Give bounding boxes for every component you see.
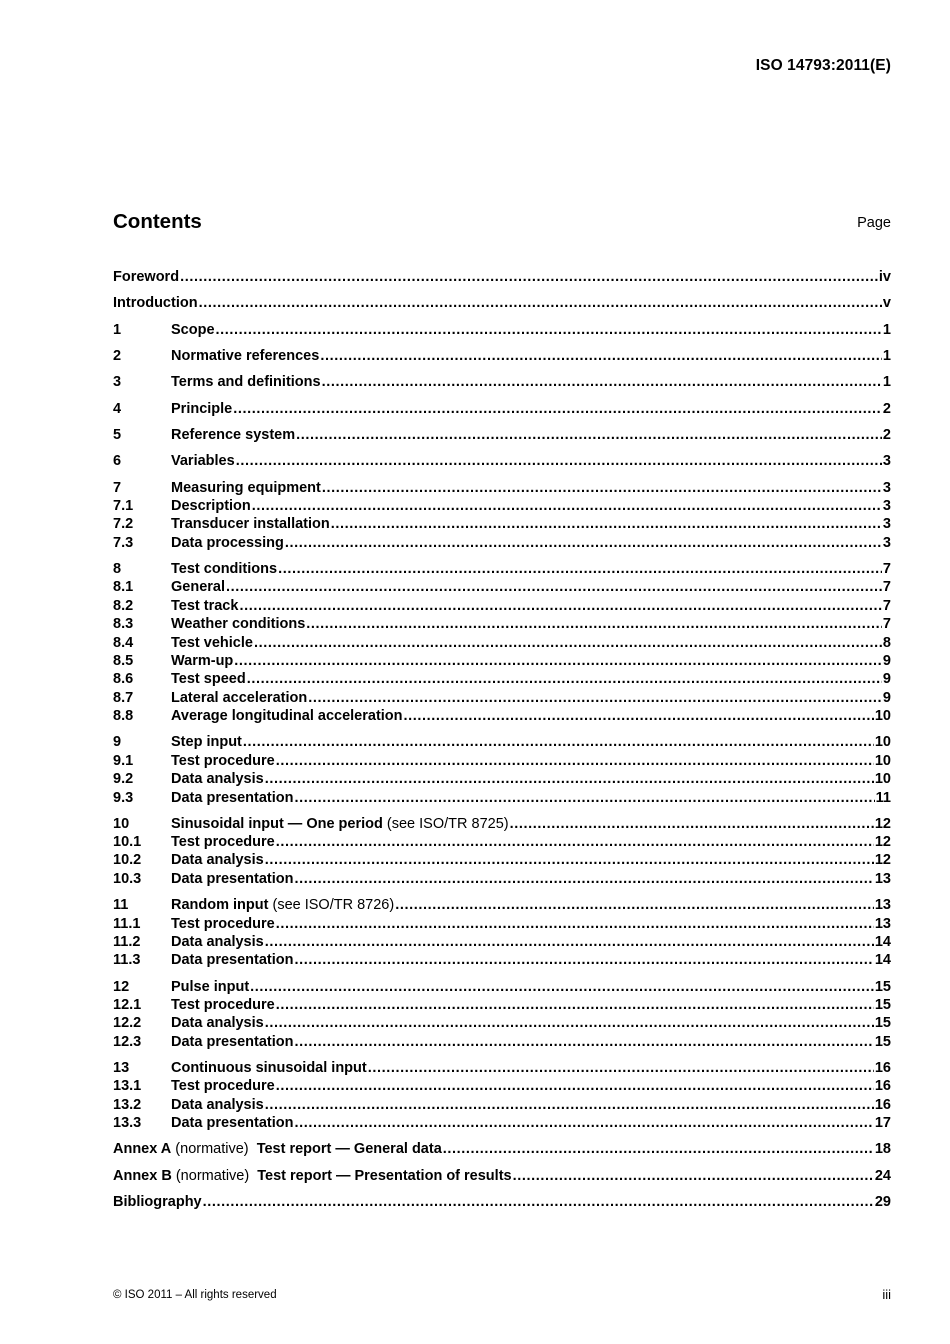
toc-entry-title-text: Test procedure bbox=[171, 997, 275, 1013]
toc-entry-title-text: Data presentation bbox=[171, 790, 294, 806]
toc-entry[interactable] bbox=[113, 515, 891, 533]
toc-entry-page: 1 bbox=[882, 374, 891, 390]
copyright-notice: © ISO 2011 – All rights reserved bbox=[113, 1289, 277, 1301]
toc-entry-number: 12 bbox=[113, 979, 130, 995]
dot-leader bbox=[247, 670, 882, 688]
toc-entry-title bbox=[171, 851, 264, 869]
toc-entry-page: 13 bbox=[874, 916, 891, 932]
dot-leader bbox=[296, 426, 882, 444]
dot-leader bbox=[216, 321, 882, 339]
toc-entry-title bbox=[171, 515, 330, 533]
toc-entry-title-text: Normative references bbox=[171, 348, 320, 364]
toc-entry-number: 4 bbox=[113, 401, 122, 417]
dot-leader bbox=[306, 615, 882, 633]
toc-entry-note: (see ISO/TR 8725) bbox=[382, 816, 509, 832]
dot-leader bbox=[513, 1167, 874, 1185]
toc-entry-title bbox=[171, 689, 307, 707]
toc-entry[interactable] bbox=[113, 652, 891, 670]
toc-entry[interactable] bbox=[113, 870, 891, 888]
toc-entry[interactable] bbox=[113, 933, 891, 951]
toc-entry-title bbox=[171, 1059, 367, 1077]
dot-leader bbox=[395, 896, 874, 914]
dot-leader bbox=[322, 479, 882, 497]
toc-entry-title bbox=[171, 321, 215, 339]
dot-leader bbox=[180, 268, 878, 286]
dot-leader bbox=[226, 578, 882, 596]
toc-entry-number: 8.2 bbox=[113, 598, 134, 614]
dot-leader bbox=[285, 534, 882, 552]
toc-entry-title bbox=[171, 707, 403, 725]
toc-entry[interactable] bbox=[113, 268, 891, 286]
toc-entry-title bbox=[113, 268, 179, 286]
toc-entry[interactable] bbox=[113, 1193, 891, 1211]
toc-entry-number: 10.3 bbox=[113, 871, 142, 887]
toc-entry-title-text: Description bbox=[171, 498, 251, 514]
dot-leader bbox=[404, 707, 874, 725]
toc-entry-page: 10 bbox=[874, 734, 891, 750]
toc-entry[interactable] bbox=[113, 426, 891, 444]
toc-entry-number: 13.2 bbox=[113, 1097, 142, 1113]
toc-entry-page: 16 bbox=[874, 1078, 891, 1094]
toc-entry-title bbox=[171, 1014, 264, 1032]
toc-entry-title-text: Terms and definitions bbox=[171, 374, 321, 390]
toc-entry-title bbox=[171, 951, 293, 969]
toc-entry-number: 7.1 bbox=[113, 498, 134, 514]
toc-entry-title-text: Lateral acceleration bbox=[171, 690, 308, 706]
toc-entry-title-text: Data presentation bbox=[171, 1115, 294, 1131]
toc-entry-page: 7 bbox=[882, 598, 891, 614]
toc-entry[interactable] bbox=[113, 896, 891, 914]
toc-entry-page: 8 bbox=[882, 635, 891, 651]
toc-entry-page: 3 bbox=[882, 480, 891, 496]
toc-entry-number: 11.3 bbox=[113, 952, 141, 968]
dot-leader bbox=[368, 1059, 874, 1077]
dot-leader bbox=[233, 400, 882, 418]
toc-entry-number: 9 bbox=[113, 734, 122, 750]
dot-leader bbox=[265, 851, 874, 869]
toc-entry-number: 8.3 bbox=[113, 616, 134, 632]
toc-entry-page: 12 bbox=[874, 816, 891, 832]
toc-entry-title bbox=[171, 373, 321, 391]
toc-entry-title-text: Test procedure bbox=[171, 834, 275, 850]
toc-entry-title bbox=[171, 770, 264, 788]
dot-leader bbox=[294, 789, 874, 807]
toc-entry-title bbox=[113, 1140, 442, 1158]
toc-entry-page: 10 bbox=[874, 753, 891, 769]
toc-entry-page: 13 bbox=[874, 871, 891, 887]
dot-leader bbox=[294, 951, 873, 969]
toc-entry-page: 29 bbox=[874, 1194, 891, 1210]
toc-entry[interactable] bbox=[113, 479, 891, 497]
toc-entry[interactable] bbox=[113, 1096, 891, 1114]
toc-entry[interactable] bbox=[113, 1077, 891, 1095]
toc-entry-number: 8 bbox=[113, 561, 122, 577]
toc-entry[interactable] bbox=[113, 789, 891, 807]
toc-entry-title bbox=[171, 1096, 264, 1114]
toc-entry-note: (see ISO/TR 8726) bbox=[268, 897, 395, 913]
dot-leader bbox=[243, 733, 874, 751]
document-id: ISO 14793:2011(E) bbox=[755, 57, 891, 74]
toc-entry-title bbox=[171, 426, 295, 444]
toc-entry-title bbox=[171, 996, 275, 1014]
toc-entry-page: 1 bbox=[882, 322, 891, 338]
toc-entry-title-text: Reference system bbox=[171, 427, 296, 443]
toc-entry-title bbox=[171, 652, 233, 670]
toc-entry[interactable] bbox=[113, 1033, 891, 1051]
toc-entry-title bbox=[171, 400, 232, 418]
toc-entry-number: 13.3 bbox=[113, 1115, 142, 1131]
toc-entry-title bbox=[171, 497, 251, 515]
toc-entry-title-text: Test procedure bbox=[171, 753, 275, 769]
toc-entry-number: 5 bbox=[113, 427, 122, 443]
toc-entry[interactable] bbox=[113, 452, 891, 470]
dot-leader bbox=[199, 294, 882, 312]
dot-leader bbox=[265, 770, 874, 788]
toc-entry-title-text: Pulse input bbox=[171, 979, 250, 995]
toc-entry-number: 10.1 bbox=[113, 834, 142, 850]
toc-entry-title bbox=[171, 597, 238, 615]
toc-entry-number: 11.2 bbox=[113, 934, 141, 950]
toc-entry-title-text: Transducer installation bbox=[171, 516, 330, 532]
toc-entry-title-text: Scope bbox=[171, 322, 215, 338]
toc-entry-title bbox=[171, 933, 264, 951]
toc-entry-title-text: Principle bbox=[171, 401, 233, 417]
toc-entry-page: 3 bbox=[882, 535, 891, 551]
toc-entry[interactable] bbox=[113, 770, 891, 788]
toc-entry-number: 9.2 bbox=[113, 771, 134, 787]
toc-entry-number: 9.3 bbox=[113, 790, 134, 806]
toc-entry-title bbox=[171, 670, 246, 688]
toc-entry-number: 7.2 bbox=[113, 516, 134, 532]
toc-entry[interactable] bbox=[113, 578, 891, 596]
toc-entry[interactable] bbox=[113, 1059, 891, 1077]
dot-leader bbox=[276, 996, 874, 1014]
dot-leader bbox=[276, 915, 874, 933]
toc-entry-number: 8.5 bbox=[113, 653, 134, 669]
toc-entry-title-text: General bbox=[171, 579, 225, 595]
toc-entry-title bbox=[171, 833, 275, 851]
annex-label: Annex A bbox=[113, 1141, 172, 1157]
toc-entry-number: 3 bbox=[113, 374, 122, 390]
toc-entry[interactable] bbox=[113, 373, 891, 391]
toc-entry[interactable] bbox=[113, 1167, 891, 1185]
toc-entry[interactable] bbox=[113, 1014, 891, 1032]
toc-entry-title-text: Data presentation bbox=[171, 871, 294, 887]
dot-leader bbox=[239, 597, 881, 615]
toc-entry-number: 8.8 bbox=[113, 708, 134, 724]
toc-entry-number: 8.6 bbox=[113, 671, 134, 687]
toc-entry[interactable] bbox=[113, 294, 891, 312]
toc-entry-page: 15 bbox=[874, 997, 891, 1013]
toc-entry-number: 1 bbox=[113, 322, 122, 338]
toc-entry-title-text: Data analysis bbox=[171, 1097, 264, 1113]
toc-entry-title-text: Data analysis bbox=[171, 934, 264, 950]
toc-entry-page: 7 bbox=[882, 616, 891, 632]
toc-entry-title-text: Data presentation bbox=[171, 1034, 294, 1050]
toc-entry-number: 11.1 bbox=[113, 916, 141, 932]
toc-entry[interactable] bbox=[113, 689, 891, 707]
toc-entry-title-text: Random input bbox=[171, 897, 269, 913]
toc-entry-page: 3 bbox=[882, 498, 891, 514]
toc-entry-title bbox=[171, 978, 249, 996]
toc-entry[interactable] bbox=[113, 347, 891, 365]
toc-entry[interactable] bbox=[113, 534, 891, 552]
toc-entry-title-text: Measuring equipment bbox=[171, 480, 321, 496]
toc-entry-title bbox=[171, 752, 275, 770]
toc-entry-page: 11 bbox=[875, 790, 891, 806]
toc-entry-title-text: Data analysis bbox=[171, 1015, 264, 1031]
toc-entry-number: 2 bbox=[113, 348, 122, 364]
toc-entry[interactable] bbox=[113, 597, 891, 615]
toc-entry-page: 2 bbox=[882, 427, 891, 443]
toc-entry-title bbox=[171, 615, 305, 633]
toc-entry-title bbox=[171, 534, 284, 552]
dot-leader bbox=[294, 870, 873, 888]
dot-leader bbox=[265, 933, 874, 951]
toc-entry-page: 12 bbox=[874, 852, 891, 868]
dot-leader bbox=[254, 634, 882, 652]
toc-entry-number: 11 bbox=[113, 897, 129, 913]
toc-entry-title bbox=[113, 294, 198, 312]
page-number: iii bbox=[882, 1287, 891, 1302]
toc-entry-number: 9.1 bbox=[113, 753, 134, 769]
toc-entry-page: 10 bbox=[874, 708, 891, 724]
toc-entry-title-text: Test speed bbox=[171, 671, 246, 687]
toc-entry-title bbox=[171, 452, 235, 470]
toc-entry-page: 16 bbox=[874, 1097, 891, 1113]
toc-entry[interactable] bbox=[113, 497, 891, 515]
toc-entry-number: 6 bbox=[113, 453, 122, 469]
dot-leader bbox=[234, 652, 882, 670]
toc-entry-page: v bbox=[882, 295, 891, 311]
toc-entry-page: 1 bbox=[882, 348, 891, 364]
toc-entry[interactable] bbox=[113, 815, 891, 833]
toc-entry-title-text: Variables bbox=[171, 453, 235, 469]
dot-leader bbox=[294, 1033, 873, 1051]
toc-entry[interactable] bbox=[113, 615, 891, 633]
annex-kind: (normative) bbox=[171, 1168, 258, 1184]
toc-entry[interactable] bbox=[113, 1140, 891, 1158]
dot-leader bbox=[331, 515, 882, 533]
toc-entry-number: 12.3 bbox=[113, 1034, 142, 1050]
toc-entry-title bbox=[171, 560, 277, 578]
toc-entry-title bbox=[171, 347, 319, 365]
dot-leader bbox=[308, 689, 882, 707]
toc-entry-title-text: Bibliography bbox=[113, 1194, 202, 1210]
toc-entry-page: 16 bbox=[874, 1060, 891, 1076]
toc-entry[interactable] bbox=[113, 752, 891, 770]
toc-entry-title-text: Test vehicle bbox=[171, 635, 253, 651]
toc-entry-page: 9 bbox=[882, 690, 891, 706]
toc-entry-title bbox=[113, 1193, 202, 1211]
toc-entry-title bbox=[171, 815, 509, 833]
toc-entry-title bbox=[171, 789, 293, 807]
toc-entry-title-text: Test procedure bbox=[171, 916, 275, 932]
toc-entry-page: 7 bbox=[882, 579, 891, 595]
dot-leader bbox=[250, 978, 874, 996]
toc-entry-title bbox=[171, 870, 293, 888]
dot-leader bbox=[510, 815, 874, 833]
toc-entry-page: 3 bbox=[882, 453, 891, 469]
toc-entry-title-text: Average longitudinal acceleration bbox=[171, 708, 403, 724]
dot-leader bbox=[265, 1014, 874, 1032]
dot-leader bbox=[252, 497, 882, 515]
dot-leader bbox=[276, 752, 874, 770]
toc-entry-page: 15 bbox=[874, 1015, 891, 1031]
toc-entry[interactable] bbox=[113, 851, 891, 869]
toc-entry[interactable] bbox=[113, 321, 891, 339]
toc-entry-title bbox=[171, 1033, 293, 1051]
toc-entry[interactable] bbox=[113, 634, 891, 652]
toc-entry[interactable] bbox=[113, 670, 891, 688]
toc-entry-page: 14 bbox=[874, 934, 891, 950]
toc-entry-title bbox=[171, 479, 321, 497]
toc-entry-title bbox=[171, 896, 394, 914]
toc-entry-title bbox=[171, 1114, 293, 1132]
toc-entry-number: 13 bbox=[113, 1060, 130, 1076]
toc-entry-page: iv bbox=[878, 269, 891, 285]
toc-entry[interactable] bbox=[113, 833, 891, 851]
dot-leader bbox=[276, 1077, 874, 1095]
toc-entry[interactable] bbox=[113, 915, 891, 933]
toc-entry-page: 2 bbox=[882, 401, 891, 417]
toc-entry-title bbox=[113, 1167, 512, 1185]
toc-entry-page: 15 bbox=[874, 1034, 891, 1050]
toc-entry-number: 7 bbox=[113, 480, 122, 496]
toc-entry-title-text: Sinusoidal input — One period bbox=[171, 816, 383, 832]
toc-entry-number: 8.7 bbox=[113, 690, 134, 706]
toc-entry-page: 7 bbox=[882, 561, 891, 577]
toc-entry[interactable] bbox=[113, 996, 891, 1014]
toc-entry-page: 10 bbox=[874, 771, 891, 787]
toc-entry-title-text: Test conditions bbox=[171, 561, 278, 577]
toc-entry-number: 7.3 bbox=[113, 535, 134, 551]
contents-title: Contents bbox=[113, 210, 202, 233]
page-column-label: Page bbox=[857, 215, 891, 231]
dot-leader bbox=[278, 560, 882, 578]
toc-entry-page: 15 bbox=[874, 979, 891, 995]
toc-entry-title-text: Test track bbox=[171, 598, 239, 614]
toc-entry[interactable] bbox=[113, 400, 891, 418]
toc-entry-page: 17 bbox=[874, 1115, 891, 1131]
toc-entry-title bbox=[171, 1077, 275, 1095]
toc-entry-title bbox=[171, 578, 225, 596]
toc-entry-title-text: Continuous sinusoidal input bbox=[171, 1060, 367, 1076]
toc-entry-page: 3 bbox=[882, 516, 891, 532]
dot-leader bbox=[276, 833, 874, 851]
toc-entry-title-text: Warm-up bbox=[171, 653, 234, 669]
toc-entry[interactable] bbox=[113, 560, 891, 578]
toc-entry-title-text: Data presentation bbox=[171, 952, 294, 968]
toc-entry-number: 13.1 bbox=[113, 1078, 142, 1094]
toc-entry-title bbox=[171, 915, 275, 933]
toc-entry-title bbox=[171, 634, 253, 652]
toc-entry[interactable] bbox=[113, 733, 891, 751]
toc-entry-page: 12 bbox=[874, 834, 891, 850]
toc-entry[interactable] bbox=[113, 707, 891, 725]
toc-entry[interactable] bbox=[113, 951, 891, 969]
dot-leader bbox=[265, 1096, 874, 1114]
dot-leader bbox=[443, 1140, 874, 1158]
toc-entry-page: 18 bbox=[874, 1141, 891, 1157]
toc-entry-number: 12.2 bbox=[113, 1015, 142, 1031]
toc-entry-page: 9 bbox=[882, 671, 891, 687]
toc-entry-title-text: Test procedure bbox=[171, 1078, 275, 1094]
dot-leader bbox=[322, 373, 882, 391]
toc-entry[interactable] bbox=[113, 978, 891, 996]
dot-leader bbox=[236, 452, 882, 470]
dot-leader bbox=[320, 347, 882, 365]
toc-entry-number: 8.4 bbox=[113, 635, 134, 651]
toc-entry-title-text: Step input bbox=[171, 734, 242, 750]
dot-leader bbox=[294, 1114, 873, 1132]
annex-title: Test report — General data bbox=[256, 1141, 442, 1157]
annex-title: Test report — Presentation of results bbox=[257, 1168, 512, 1184]
toc-entry-number: 8.1 bbox=[113, 579, 134, 595]
toc-entry-title bbox=[171, 733, 242, 751]
toc-entry-title-text: Foreword bbox=[113, 269, 180, 285]
toc-entry[interactable] bbox=[113, 1114, 891, 1132]
toc-entry-number: 12.1 bbox=[113, 997, 142, 1013]
annex-label: Annex B bbox=[113, 1168, 172, 1184]
annex-kind: (normative) bbox=[171, 1141, 257, 1157]
toc-entry-title-text: Data processing bbox=[171, 535, 284, 551]
toc-entry-page: 24 bbox=[874, 1168, 891, 1184]
toc-entry-page: 14 bbox=[874, 952, 891, 968]
toc-entry-title-text: Data analysis bbox=[171, 771, 264, 787]
toc-entry-page: 13 bbox=[874, 897, 891, 913]
toc-entry-number: 10 bbox=[113, 816, 130, 832]
toc-entry-title-text: Data analysis bbox=[171, 852, 264, 868]
toc-entry-number: 10.2 bbox=[113, 852, 142, 868]
toc-entry-title-text: Weather conditions bbox=[171, 616, 306, 632]
toc-entry-page: 9 bbox=[882, 653, 891, 669]
dot-leader bbox=[203, 1193, 874, 1211]
toc-entry-title-text: Introduction bbox=[113, 295, 198, 311]
